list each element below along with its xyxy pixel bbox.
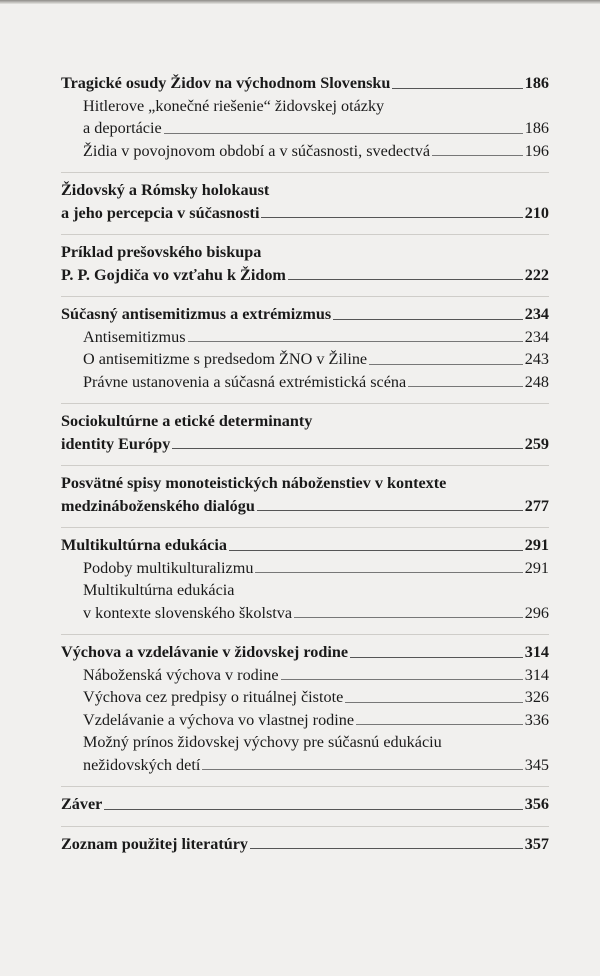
chapter-title: Zoznam použitej literatúry — [61, 834, 249, 853]
subchapter-line — [61, 686, 549, 709]
subchapter-title: Antisemitizmus — [83, 327, 186, 346]
dot-leader — [164, 133, 523, 134]
chapter-line — [61, 472, 549, 495]
chapter-line — [61, 202, 549, 225]
chapter-page-number: 357 — [524, 834, 549, 853]
section-divider — [61, 826, 549, 827]
subchapter-title: O antisemitizme s predsedom ŽNO v Žiline — [83, 350, 368, 368]
chapter-title: medzináboženského dialógu — [61, 496, 255, 515]
subchapter-page-number: 248 — [524, 372, 549, 391]
chapter-title: a jeho percepcia v súčasnosti — [61, 203, 260, 222]
toc-section — [61, 179, 549, 224]
dot-leader — [345, 702, 522, 703]
chapter-title: P. P. Gojdiča vo vzťahu k Židom — [61, 265, 286, 284]
subchapter-page-number: 291 — [524, 558, 549, 577]
dot-leader — [432, 155, 523, 156]
section-divider — [61, 234, 549, 235]
chapter-page-number: 259 — [524, 434, 549, 453]
section-divider — [61, 465, 549, 466]
chapter-page-number: 234 — [524, 305, 549, 323]
dot-leader — [356, 724, 523, 725]
toc-section — [61, 303, 549, 393]
dot-leader — [288, 279, 523, 280]
toc-section — [61, 793, 549, 816]
chapter-line — [61, 179, 549, 202]
dot-leader — [408, 386, 523, 387]
subchapter-title: Možný prínos židovskej výchovy pre súčasnú edukáciu — [83, 733, 442, 751]
chapter-title: Záver — [61, 795, 103, 813]
subchapter-line — [61, 664, 549, 687]
chapter-page-number: 277 — [524, 496, 549, 515]
toc-section — [61, 472, 549, 517]
section-divider — [61, 634, 549, 635]
subchapter-title: v kontexte slovenského školstva — [83, 603, 293, 622]
toc-section — [61, 410, 549, 455]
subchapter-title: Podoby multikulturalizmu — [83, 558, 254, 577]
subchapter-title: Náboženská výchova v rodine — [83, 665, 279, 684]
chapter-line — [61, 72, 549, 95]
dot-leader — [281, 679, 523, 680]
section-divider — [61, 296, 549, 297]
subchapter-line — [61, 117, 549, 140]
chapter-title: Tragické osudy Židov na východnom Slovensku — [61, 74, 391, 92]
chapter-line — [61, 793, 549, 816]
chapter-page-number: 291 — [524, 536, 549, 554]
dot-leader — [350, 657, 523, 658]
subchapter-page-number: 345 — [524, 755, 549, 774]
subchapter-title: Vzdelávanie a výchova vo vlastnej rodine — [83, 710, 355, 729]
subchapter-page-number: 234 — [524, 327, 549, 346]
dot-leader — [202, 769, 522, 770]
subchapter-line — [61, 602, 549, 625]
subchapter-line — [61, 140, 549, 163]
chapter-title: Posvätné spisy monoteistických náboženstiev v kontexte — [61, 474, 447, 492]
subchapter-page-number: 296 — [524, 603, 549, 622]
chapter-line — [61, 264, 549, 287]
dot-leader — [257, 510, 523, 511]
subchapter-line — [61, 754, 549, 777]
dot-leader — [255, 572, 522, 573]
chapter-title: identity Európy — [61, 434, 171, 453]
chapter-line — [61, 303, 549, 326]
toc-section — [61, 534, 549, 624]
dot-leader — [104, 809, 522, 810]
chapter-line — [61, 495, 549, 518]
toc-section — [61, 241, 549, 286]
chapter-title: Výchova a vzdelávanie v židovskej rodine — [61, 643, 349, 661]
subchapter-title: a deportácie — [83, 119, 162, 137]
chapter-page-number: 222 — [524, 265, 549, 284]
subchapter-page-number: 196 — [524, 141, 549, 160]
subchapter-title: Hitlerove „konečné riešenie“ židovskej otázky — [83, 96, 385, 115]
chapter-line — [61, 641, 549, 664]
subchapter-page-number: 243 — [524, 350, 549, 368]
subchapter-title: Multikultúrna edukácia — [83, 581, 235, 599]
chapter-page-number: 314 — [524, 643, 549, 661]
dot-leader — [261, 217, 522, 218]
subchapter-page-number: 314 — [524, 665, 549, 684]
chapter-line — [61, 410, 549, 433]
subchapter-line — [61, 731, 549, 754]
dot-leader — [369, 364, 523, 365]
subchapter-line — [61, 326, 549, 349]
section-divider — [61, 527, 549, 528]
dot-leader — [333, 319, 523, 320]
subchapter-line — [61, 709, 549, 732]
subchapter-title: Právne ustanovenia a súčasná extrémistická scéna — [83, 372, 407, 391]
chapter-page-number: 356 — [524, 795, 549, 813]
chapter-title: Sociokultúrne a etické determinanty — [61, 412, 313, 430]
subchapter-line — [61, 371, 549, 394]
chapter-line — [61, 433, 549, 456]
chapter-page-number: 186 — [524, 74, 549, 92]
section-divider — [61, 786, 549, 787]
dot-leader — [392, 88, 522, 89]
toc-section — [61, 72, 549, 162]
subchapter-line — [61, 348, 549, 371]
subchapter-page-number: 336 — [524, 710, 549, 729]
dot-leader — [294, 617, 523, 618]
table-of-contents — [61, 72, 549, 865]
chapter-line — [61, 833, 549, 856]
toc-section — [61, 833, 549, 856]
chapter-title: Multikultúrna edukácia — [61, 536, 227, 554]
dot-leader — [229, 550, 523, 551]
dot-leader — [172, 448, 522, 449]
section-divider — [61, 172, 549, 173]
subchapter-title: nežidovských detí — [83, 755, 201, 774]
page-top-edge — [0, 0, 600, 4]
chapter-line — [61, 534, 549, 557]
subchapter-line — [61, 95, 549, 118]
subchapter-line — [61, 557, 549, 580]
dot-leader — [188, 341, 523, 342]
chapter-title: Židovský a Rómsky holokaust — [61, 181, 270, 199]
subchapter-page-number: 186 — [524, 119, 549, 137]
subchapter-title: Židia v povojnovom období a v súčasnosti, svedectvá — [83, 141, 431, 160]
chapter-line — [61, 241, 549, 264]
subchapter-page-number: 326 — [524, 688, 549, 706]
toc-section — [61, 641, 549, 776]
chapter-page-number: 210 — [524, 203, 549, 222]
chapter-title: Príklad prešovského biskupa — [61, 243, 262, 261]
chapter-title: Súčasný antisemitizmus a extrémizmus — [61, 305, 332, 323]
section-divider — [61, 403, 549, 404]
subchapter-title: Výchova cez predpisy o rituálnej čistote — [83, 688, 344, 706]
subchapter-line — [61, 579, 549, 602]
dot-leader — [250, 848, 523, 849]
